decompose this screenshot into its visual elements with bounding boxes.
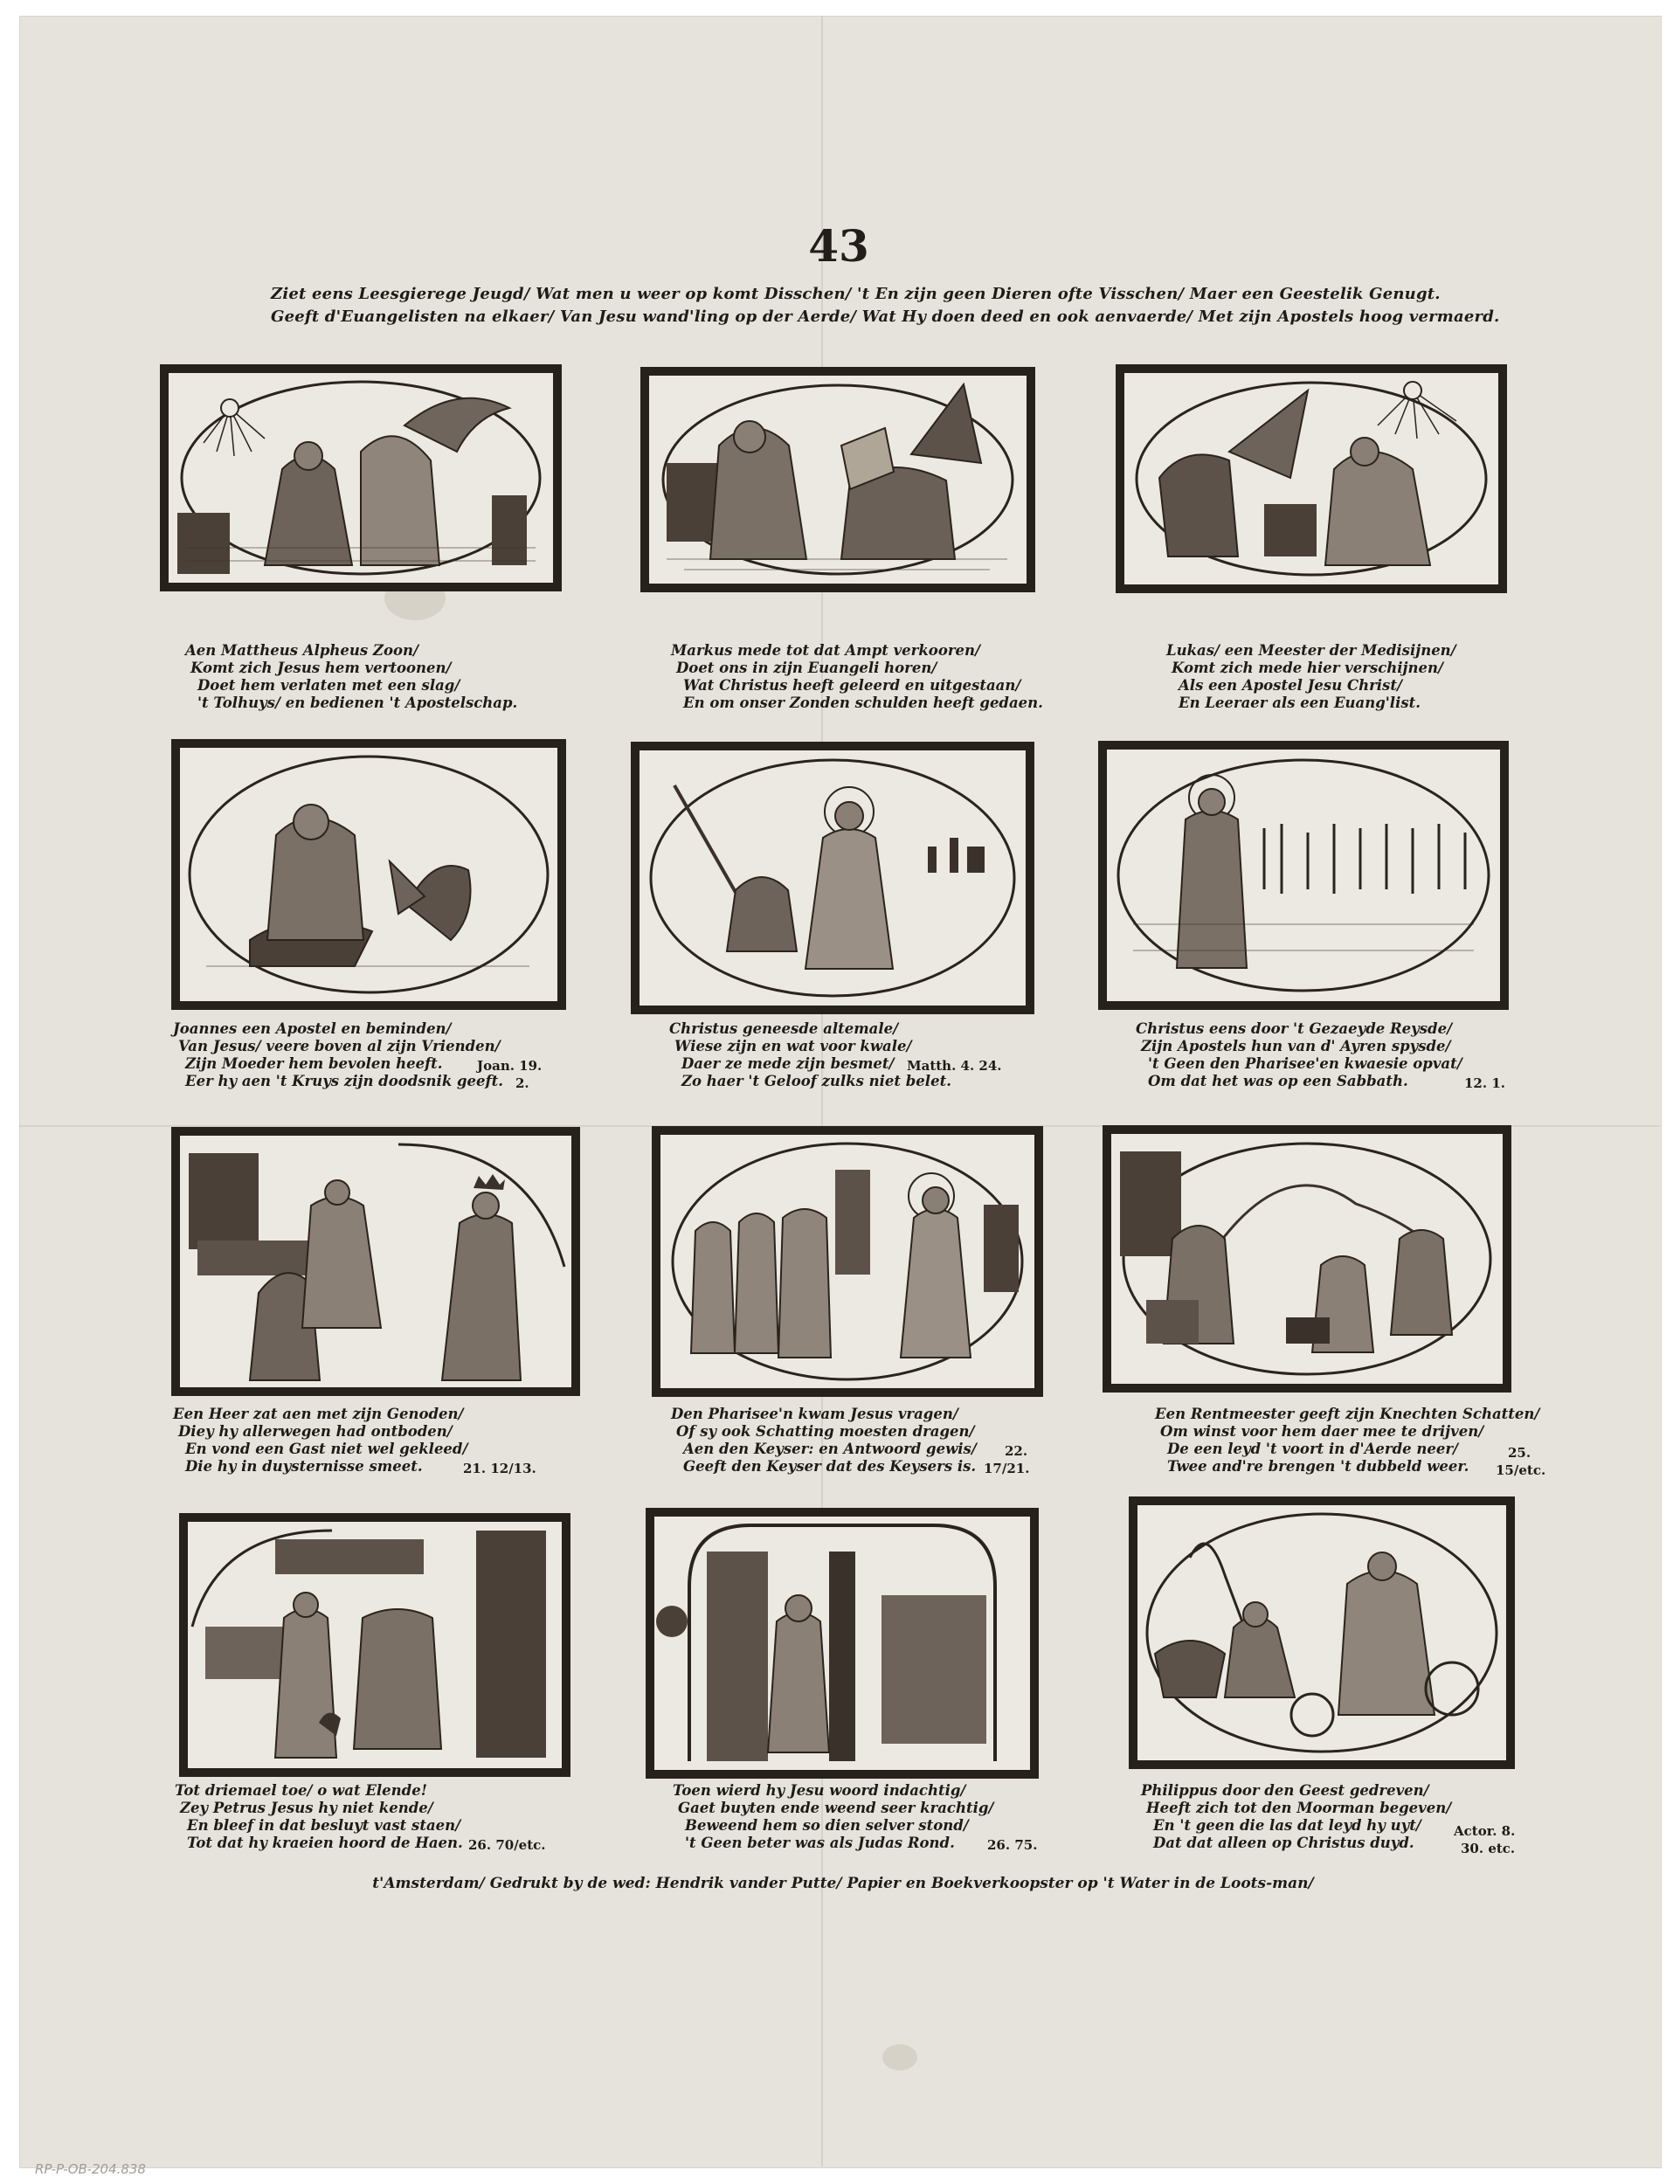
caption-line: Of sy ook Schatting moesten dragen/	[676, 1423, 975, 1440]
header-verse-line-1: Ziet eens Leesgierege Jeugd/ Wat men u weer op komt Disschen/ 't En zijn geen Dieren ofte Visschen/ Maer een Geestelik Genugt.	[271, 285, 1441, 303]
caption-line: Die hy in duysternisse smeet.	[185, 1458, 423, 1475]
bible-reference: Matth. 4. 24.	[907, 1058, 1002, 1074]
caption-line: De een leyd 't voort in d'Aerde neer/	[1167, 1441, 1459, 1457]
bible-reference: 30. etc.	[1461, 1841, 1516, 1856]
caption-line: 't Tolhuys/ en bedienen 't Apostelschap.	[197, 695, 518, 711]
caption-line: Komt zich Jesus hem vertoonen/	[190, 660, 452, 676]
caption-line: Geeft den Keyser dat des Keysers is.	[683, 1458, 977, 1475]
caption-line: En 't geen die las dat leyd hy uyt/	[1153, 1817, 1421, 1834]
caption-line: Joannes een Apostel en beminden/	[173, 1020, 452, 1037]
woodcut-matthew	[169, 373, 553, 583]
bible-reference: 26. 70/etc.	[468, 1837, 546, 1853]
bible-reference: 22.	[1005, 1443, 1028, 1459]
caption-line: Markus mede tot dat Ampt verkooren/	[671, 642, 981, 659]
woodcut-peter-weeping	[654, 1517, 1030, 1770]
caption-line: Twee and're brengen 't dubbeld weer.	[1167, 1458, 1469, 1475]
sheet-number: 43	[808, 220, 869, 272]
woodcut-wedding-feast	[180, 1136, 571, 1387]
bible-reference: Actor. 8.	[1454, 1823, 1516, 1839]
caption-line: Zo haer 't Geloof zulks niet belet.	[681, 1073, 951, 1089]
bible-reference: 15/etc.	[1496, 1462, 1546, 1478]
bible-reference: 12. 1.	[1464, 1075, 1505, 1091]
caption-line: Zey Petrus Jesus hy niet kende/	[180, 1800, 433, 1816]
woodcut-panel-10	[179, 1513, 570, 1777]
caption-line: Christus eens door 't Gezaeyde Reysde/	[1136, 1020, 1453, 1037]
caption-9	[1155, 1406, 1546, 1478]
caption-line: Christus geneesde altemale/	[669, 1020, 899, 1037]
woodcut-talents	[1111, 1134, 1503, 1384]
caption-8	[671, 1406, 1055, 1476]
woodcut-panel-3	[1116, 364, 1507, 593]
caption-line: Philippus door den Geest gedreven/	[1141, 1782, 1429, 1799]
caption-line: Komt zich mede hier verschijnen/	[1172, 660, 1444, 676]
woodcut-tribute	[660, 1135, 1034, 1388]
caption-line: Aen den Keyser: en Antwoord gewis/	[683, 1441, 977, 1457]
caption-1	[185, 642, 570, 712]
imprint-line: t'Amsterdam/ Gedrukt by de wed: Hendrik vander Putte/ Papier en Boekverkoopster op 't Water in de Loots-man/	[372, 1875, 1314, 1892]
caption-line: En om onser Zonden schulden heeft gedaen.	[683, 695, 1043, 711]
caption-line: Om dat het was op een Sabbath.	[1148, 1073, 1408, 1089]
caption-7	[173, 1406, 557, 1476]
caption-line: Beweend hem so dien selver stond/	[685, 1817, 969, 1834]
caption-line: Aen Mattheus Alpheus Zoon/	[185, 642, 418, 659]
woodcut-john	[180, 748, 557, 1001]
caption-line: Diey hy allerwegen had ontboden/	[178, 1423, 453, 1440]
caption-line: Zijn Moeder hem bevolen heeft.	[185, 1055, 443, 1072]
woodcut-panel-8	[652, 1126, 1043, 1397]
bible-reference: 26. 75.	[987, 1837, 1038, 1853]
caption-line: En Leeraer als een Euang'list.	[1179, 695, 1421, 711]
caption-line: Toen wierd hy Jesu woord indachtig/	[673, 1782, 966, 1799]
caption-5	[669, 1020, 1054, 1090]
woodcut-panel-5	[631, 742, 1034, 1014]
caption-line: En vond een Gast niet wel gekleed/	[185, 1441, 468, 1457]
caption-line: En bleef in dat besluyt vast staen/	[187, 1817, 461, 1834]
caption-4	[173, 1020, 557, 1090]
bible-reference: Joan. 19.	[477, 1058, 543, 1074]
woodcut-panel-6	[1098, 741, 1509, 1010]
caption-line: Heeft zich tot den Moorman begeven/	[1146, 1800, 1452, 1816]
caption-line: Tot driemael toe/ o wat Elende!	[175, 1782, 427, 1799]
woodcut-mark	[649, 376, 1027, 584]
caption-line: Als een Apostel Jesu Christ/	[1179, 677, 1402, 694]
caption-line: Van Jesus/ veere boven al zijn Vrienden/	[178, 1038, 501, 1054]
woodcut-peter-denial	[188, 1522, 562, 1768]
caption-line: Den Pharisee'n kwam Jesus vragen/	[671, 1406, 958, 1422]
woodcut-christ-healing	[640, 750, 1026, 1006]
caption-line: Een Heer zat aen met zijn Genoden/	[173, 1406, 464, 1422]
caption-3	[1166, 642, 1551, 712]
caption-2	[671, 642, 1055, 712]
ink-stain	[882, 2044, 917, 2070]
caption-line: Een Rentmeester geeft zijn Knechten Schatten/	[1155, 1406, 1540, 1422]
woodcut-panel-9	[1103, 1125, 1511, 1393]
woodcut-panel-12	[1129, 1496, 1515, 1769]
woodcut-panel-11	[646, 1508, 1039, 1779]
bible-reference: 17/21.	[984, 1461, 1030, 1476]
caption-line: Dat dat alleen op Christus duyd.	[1153, 1835, 1414, 1851]
caption-line: Lukas/ een Meester der Medisijnen/	[1166, 642, 1456, 659]
woodcut-philip-chariot	[1137, 1505, 1506, 1760]
caption-line: Doet hem verlaten met een slag/	[197, 677, 460, 694]
caption-11	[673, 1782, 1057, 1852]
caption-line: Wat Christus heeft geleerd en uitgestaan/	[683, 677, 1021, 694]
woodcut-panel-2	[640, 367, 1035, 592]
woodcut-cornfield	[1107, 750, 1500, 1001]
woodcut-panel-4	[171, 739, 566, 1010]
caption-line: Doet ons in zijn Euangeli horen/	[676, 660, 937, 676]
header-verse-line-2: Geeft d'Euangelisten na elkaer/ Van Jesu wand'ling op der Aerde/ Wat Hy doen deed en ook aenvaerde/ Met zijn Apostels hoog vermaerd.	[271, 308, 1500, 326]
caption-line: Eer hy aen 't Kruys zijn doodsnik geeft.	[185, 1073, 503, 1089]
bible-reference: 2.	[515, 1075, 529, 1091]
caption-line: 't Geen beter was als Judas Rond.	[685, 1835, 955, 1851]
caption-line: 't Geen den Pharisee'en kwaesie opvat/	[1148, 1055, 1462, 1072]
woodcut-panel-7	[171, 1127, 580, 1396]
caption-line: Tot dat hy kraeien hoord de Haen.	[187, 1835, 463, 1851]
woodcut-panel-1	[160, 364, 562, 591]
inventory-mark: RP-P-OB-204.838	[35, 2161, 146, 2177]
caption-line: Wiese zijn en wat voor kwale/	[674, 1038, 912, 1054]
caption-line: Gaet buyten ende weend seer krachtig/	[678, 1800, 994, 1816]
caption-line: Daer ze mede zijn besmet/	[681, 1055, 895, 1072]
woodcut-luke	[1124, 373, 1498, 584]
bible-reference: 21. 12/13.	[463, 1461, 536, 1476]
caption-10	[175, 1782, 559, 1852]
caption-12	[1141, 1782, 1525, 1856]
bible-reference: 25.	[1508, 1445, 1531, 1461]
caption-line: Om winst voor hem daer mee te drijven/	[1160, 1423, 1484, 1440]
caption-6	[1136, 1020, 1520, 1090]
caption-line: Zijn Apostels hun van d' Ayren spysde/	[1141, 1038, 1451, 1054]
